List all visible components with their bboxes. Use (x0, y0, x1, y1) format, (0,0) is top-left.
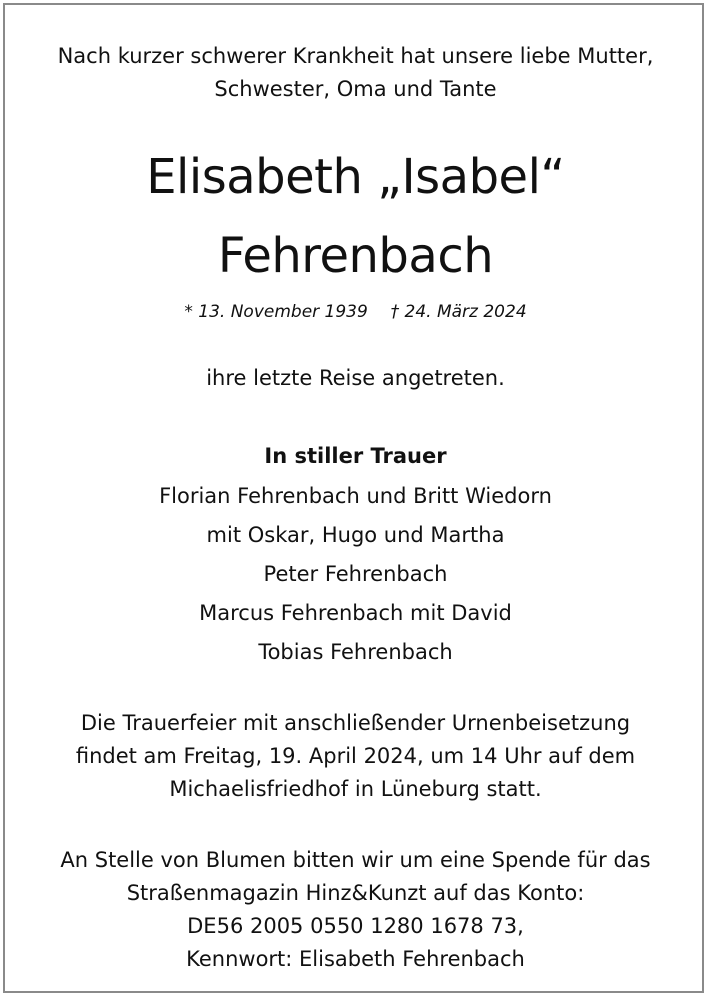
life-dates (0, 302, 711, 322)
mourner-line: Tobias Fehrenbach (258, 640, 453, 664)
deceased-name-line-2: Fehrenbach (217, 228, 494, 284)
donation-line: Kennwort: Elisabeth Fehrenbach (186, 947, 525, 971)
mourner-line: Marcus Fehrenbach mit David (199, 601, 512, 625)
donation-line: An Stelle von Blumen bitten wir um eine Spende für das (60, 848, 651, 872)
ceremony-line: Die Trauerfeier mit anschließender Urnenbeisetzung (80, 711, 631, 735)
donation-line: Straßenmagazin Hinz&Kunzt auf das Konto: (126, 881, 585, 905)
ceremony-line: findet am Freitag, 19. April 2024, um 14 Uhr auf dem (75, 744, 636, 768)
intro-line-2: Schwester, Oma und Tante (214, 77, 497, 101)
donation-iban: DE56 2005 0550 1280 1678 73, (187, 914, 524, 938)
mourner-line: Florian Fehrenbach und Britt Wiedorn (159, 484, 552, 508)
mourner-line: Peter Fehrenbach (263, 562, 448, 586)
mourners-heading: In stiller Trauer (264, 444, 447, 468)
intro-line-1: Nach kurzer schwerer Krankheit hat unsere liebe Mutter, (57, 44, 654, 68)
journey-line: ihre letzte Reise angetreten. (206, 366, 505, 390)
deceased-name-line-1: Elisabeth „Isabel“ (146, 149, 565, 205)
death-date: † 24. März 2024 (390, 302, 527, 322)
birth-date: * 13. November 1939 (184, 302, 368, 322)
ceremony-line: Michaelisfriedhof in Lüneburg statt. (169, 777, 542, 801)
mourner-line: mit Oskar, Hugo und Martha (206, 523, 505, 547)
